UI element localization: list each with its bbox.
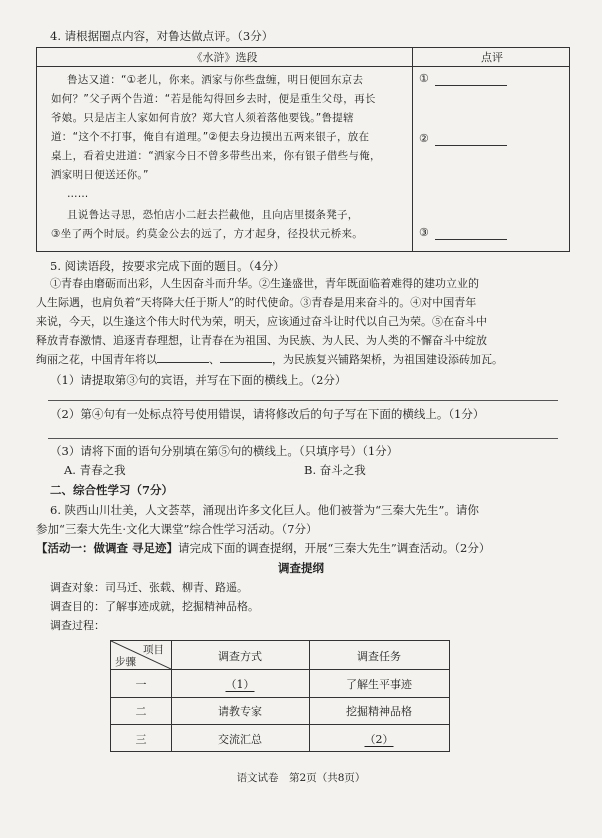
q6-line-1: 6. 陕西山川壮美，人文荟萃，涌现出许多文化巨人。他们被誉为“三秦大先生”。请你 bbox=[50, 503, 479, 517]
q5-sub1: （1）请提取第③句的宾语，并写在下面的横线上。（2分） bbox=[50, 373, 347, 387]
method-1-blank[interactable]: （1） bbox=[225, 678, 255, 691]
passage-line-1: 鲁达又道：“①老儿，你来。洒家与你些盘缠，明日便回东京去 bbox=[67, 74, 364, 86]
passage-line-5: 桌上，看着史进道：“洒家今日不曾多带些出来，你有银子借些与俺， bbox=[51, 150, 381, 162]
q5-sub2: （2）第④句有一处标点符号使用错误，请将修改后的句子写在下面的横线上。（1分） bbox=[50, 407, 485, 421]
q5-blank-1[interactable] bbox=[157, 362, 209, 363]
comment-marker-2: ② bbox=[419, 132, 429, 145]
page-footer: 语文试卷 第2页（共8页） bbox=[236, 772, 366, 784]
comment-blank-1[interactable] bbox=[435, 85, 507, 86]
activity-one-text: 请完成下面的调查提纲，开展“三秦大先生”调查活动。（2分） bbox=[178, 541, 491, 555]
outline-title: 调查提纲 bbox=[278, 561, 324, 575]
step-1: 一 bbox=[135, 678, 147, 691]
survey-target: 调查对象：司马迁、张载、柳青、路遥。 bbox=[50, 581, 248, 594]
q5-para-comma: 、 bbox=[209, 353, 220, 366]
comment-marker-3: ③ bbox=[419, 226, 429, 239]
q5-para-line-3: 来说，今天，以生逢这个伟大时代为荣，明天，应该通过奋斗让时代以自己为荣。⑤在奋斗中 bbox=[36, 315, 487, 328]
q5-para-line-5 bbox=[36, 352, 503, 368]
activity-one-label: 【活动一：做调查 寻足迹】 bbox=[36, 541, 179, 555]
step-2: 二 bbox=[135, 705, 147, 718]
task-3-blank[interactable]: （2） bbox=[364, 733, 394, 746]
q6-line-2: 参加“三秦大先生·文化大课堂”综合性学习活动。（7分） bbox=[36, 522, 318, 536]
corner-label-item: 项目 bbox=[143, 644, 164, 656]
passage-ellipsis: …… bbox=[67, 188, 89, 200]
corner-label-step: 步骤 bbox=[115, 656, 136, 668]
q4-table-header-left: 《水浒》选段 bbox=[191, 51, 258, 64]
survey-table-row-line-3 bbox=[111, 724, 449, 725]
col-header-method: 调查方式 bbox=[218, 650, 262, 663]
col-header-task: 调查任务 bbox=[357, 650, 401, 663]
q5-para-line-2: 人生际遇，也肩负着“天将降大任于斯人”的时代使命。③青春是用来奋斗的。④对中国青年 bbox=[36, 296, 477, 309]
q5-para-line-5-start: 绚丽之花，中国青年将以 bbox=[36, 353, 157, 366]
survey-process: 调查过程： bbox=[50, 619, 105, 632]
q4-table-divider bbox=[412, 48, 413, 251]
q5-para-line-4: 释放青春激情、追逐青春理想，让青春在为祖国、为民族、为人民、为人类的不懈奋斗中绽放 bbox=[36, 334, 487, 347]
task-1: 了解生平事迹 bbox=[346, 678, 412, 691]
q5-para-line-5-end: ，为民族复兴铺路架桥，为祖国建设添砖加瓦。 bbox=[272, 353, 503, 366]
q4-table bbox=[36, 47, 570, 252]
passage-line-7: 且说鲁达寻思，恐怕店小二赶去拦截他，且向店里掇条凳子， bbox=[67, 209, 359, 221]
survey-table bbox=[110, 640, 450, 752]
method-1[interactable] bbox=[171, 676, 309, 692]
q5-para-line-1: ①青春由磨砺而出彩，人生因奋斗而升华。②生逢盛世，青年既面临着难得的建功立业的 bbox=[50, 277, 479, 290]
q4-table-header-right: 点评 bbox=[481, 51, 503, 64]
survey-table-row-line-2 bbox=[111, 697, 449, 698]
activity-one bbox=[36, 540, 490, 556]
comment-marker-1: ① bbox=[419, 72, 429, 85]
passage-line-6: 洒家明日便送还你。” bbox=[51, 169, 149, 181]
q4-question: 4. 请根据圈点内容，对鲁达做点评。（3分） bbox=[50, 29, 274, 43]
survey-table-row-line-1 bbox=[111, 669, 449, 670]
q5-sub2-answer-line[interactable] bbox=[48, 438, 558, 439]
passage-line-8: ③坐了两个时辰。约莫金公去的远了，方才起身，径投状元桥来。 bbox=[51, 228, 364, 240]
q5-sub3: （3）请将下面的语句分别填在第⑤句的横线上。（只填序号）（1分） bbox=[50, 444, 399, 458]
q5-blank-2[interactable] bbox=[220, 362, 272, 363]
passage-line-4: 道：“这个不打事，俺自有道理。”②便去身边摸出五两来银子，放在 bbox=[51, 131, 370, 143]
passage-line-3: 爷娘。只是店主人家如何肯放？郑大官人须着落他要钱。”鲁提辖 bbox=[51, 112, 354, 124]
q5-option-a: A. 青春之我 bbox=[64, 463, 126, 477]
comment-blank-3[interactable] bbox=[435, 239, 507, 240]
task-2: 挖掘精神品格 bbox=[346, 705, 412, 718]
comment-blank-2[interactable] bbox=[435, 145, 507, 146]
task-3[interactable] bbox=[309, 731, 449, 747]
method-2: 请教专家 bbox=[218, 705, 262, 718]
q5-sub1-answer-line[interactable] bbox=[48, 400, 558, 401]
section2-title: 二、综合性学习（7分） bbox=[50, 483, 174, 497]
survey-purpose: 调查目的：了解事迹成就，挖掘精神品格。 bbox=[50, 600, 259, 613]
method-3: 交流汇总 bbox=[218, 733, 262, 746]
passage-line-2: 如何？”父子两个告道：“若是能勾得回乡去时，便是重生父母，再长 bbox=[51, 93, 376, 105]
q5-option-b: B. 奋斗之我 bbox=[304, 463, 366, 477]
q5-question: 5. 阅读语段，按要求完成下面的题目。（4分） bbox=[50, 259, 285, 273]
step-3: 三 bbox=[135, 733, 147, 746]
